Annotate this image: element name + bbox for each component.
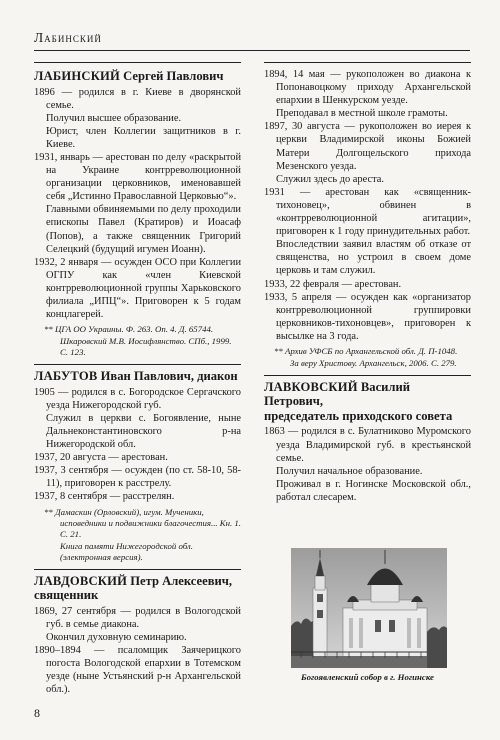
source-note: Книга памяти Нижегородской обл. (электронная версия).	[60, 540, 193, 562]
entry-paragraph: 1869, 27 сентября — родился в Вологодской губ. в семье диакона.	[34, 605, 241, 630]
entry-paragraph: Юрист, член Коллегии защитников в г. Киеве.	[46, 125, 241, 150]
entry-paragraph: 1937, 8 сентября — расстрелян.	[34, 491, 175, 503]
entry-separator	[264, 375, 471, 376]
cathedral-photo-image	[291, 548, 447, 668]
entry-paragraph: 1937, 3 сентября — осужден (по ст. 58-10, 58-11), приговорен к расстрелу.	[34, 465, 241, 490]
entry-given-name: Петр Алексеевич,	[130, 573, 233, 588]
entry-paragraph: Главными обвиняемыми по делу проходили епископы Павел (Кратиров) и Иоасаф (Попов), а также священник Григорий Селецкий (будущий игумен Иоанн).	[46, 204, 241, 255]
entry-surname: ЛАБИНСКИЙ	[34, 69, 121, 83]
header-rule	[34, 50, 470, 51]
entry-paragraph: Впоследствии заявил властям об отказе от священства, но устроил в своем доме церковь и там служил.	[276, 239, 471, 277]
entry-separator	[34, 364, 241, 365]
entry-paragraph: 1863 — родился в с. Булатниково Муромского уезда Владимирской губ. в крестьянской семье.	[264, 426, 471, 464]
entry-subtitle: председатель приходского совета	[264, 408, 453, 423]
right-column	[264, 68, 471, 504]
entry-paragraph: 1931, январь — арестован по делу «раскрытой на Украине контрреволюционной организации церковников, именовавшей себя „Истинно Православной Церковью“».	[34, 151, 241, 203]
entry-surname: ЛАВДОВСКИЙ	[34, 573, 128, 588]
entry-paragraph: 1894, 14 мая — рукоположен во диакона к Попонавоцкому приходу Архангельской епархии в Шенкурском уезде.	[264, 69, 471, 107]
entry-paragraph: 1937, 20 августа — арестован.	[34, 452, 168, 464]
entry-paragraph: Преподавал в местной школе грамоты.	[276, 108, 448, 120]
entry-paragraph: Служил в церкви с. Богоявление, ныне Дальнеконстантиновского р-на Нижегородской обл.	[46, 412, 241, 451]
left-column	[34, 66, 241, 696]
source-note: За веру Христову. Архангельск, 2006. С. 279.	[290, 357, 457, 368]
right-column-top-rule	[264, 62, 471, 63]
entry-paragraph: Служил здесь до ареста.	[276, 173, 384, 185]
entry-heading-labinsky	[34, 69, 241, 84]
entry-paragraph: Проживал в г. Ногинске Московской обл., работал слесарем.	[276, 478, 471, 503]
entry-paragraph: 1933, 5 апреля — осужден как «организатор контрреволюционной группировки церковников-тихоновцев», приговорен к высылке на 3 года.	[264, 291, 471, 342]
entry-paragraph: Получил высшее образование.	[46, 112, 182, 124]
source-note: Шкаровский М.В. Иосифлянство. СПб., 1999. С. 123.	[60, 336, 232, 358]
entry-surname: ЛАВКОВСКИЙ	[264, 379, 358, 394]
entry-heading-labutov	[34, 369, 241, 384]
entry-paragraph: 1905 — родился в с. Богородское Сергачского уезда Нижегородской губ.	[34, 386, 241, 411]
photo-caption: Богоявленский собор в г. Ногинске	[301, 672, 434, 682]
entry-given-name: Иван Павлович, диакон	[100, 369, 238, 384]
page-number: 8	[34, 706, 40, 720]
entry-paragraph: Получил начальное образование.	[276, 465, 423, 477]
entry-paragraph: 1933, 22 февраля — арестован.	[264, 278, 402, 290]
source-note: ** Архив УФСБ по Архангельской обл. Д. П-1048.	[274, 345, 458, 356]
entry-surname: ЛАБУТОВ	[34, 369, 98, 384]
entry-paragraph: 1896 — родился в г. Киеве в дворянской семье.	[34, 86, 241, 111]
entry-given-name: Василий Петрович,	[264, 379, 410, 409]
source-note: ** Дамаскин (Орловский), игум. Мученики, исповедники и подвижники благочестия... Кн. 1. С. 21.	[44, 506, 242, 539]
left-column-top-rule	[34, 62, 241, 63]
entry-heading-lavdovsky	[34, 574, 241, 603]
entry-given-name: Сергей Павлович	[123, 69, 224, 83]
source-note: ** ЦГА ОО Украины. Ф. 263. Оп. 4. Д. 65744.	[44, 324, 214, 335]
entry-paragraph: 1931 — арестован как «священник-тихоновец», обвинен в «контрреволюционной агитации», приговорен к 1 году принудительных работ.	[264, 186, 471, 238]
running-head: Лабинский	[34, 30, 102, 45]
entry-heading-lavkovsky	[264, 380, 471, 424]
entry-paragraph: 1932, 2 января — осужден ОСО при Коллегии ОГПУ как «член Киевской контрреволюционной группы Харьковского филиала „ИПЦ“». Приговорен к 5 годам концлагерей.	[34, 256, 241, 321]
entry-paragraph: 1890–1894 — псаломщик Заячерицкого погоста Вологодской епархии в Тотемском уезде (ныне Устьянский р-н Архангельской обл.).	[34, 644, 241, 696]
entry-subtitle: священник	[34, 588, 99, 603]
cathedral-photo	[291, 548, 447, 668]
entry-paragraph: 1897, 30 августа — рукоположен во иерея к церкви Владимирской иконы Божией Матери Долгощельского прихода Мезенского уезда.	[264, 121, 471, 172]
entry-separator	[34, 569, 241, 570]
entry-paragraph: Окончил духовную семинарию.	[46, 631, 187, 643]
